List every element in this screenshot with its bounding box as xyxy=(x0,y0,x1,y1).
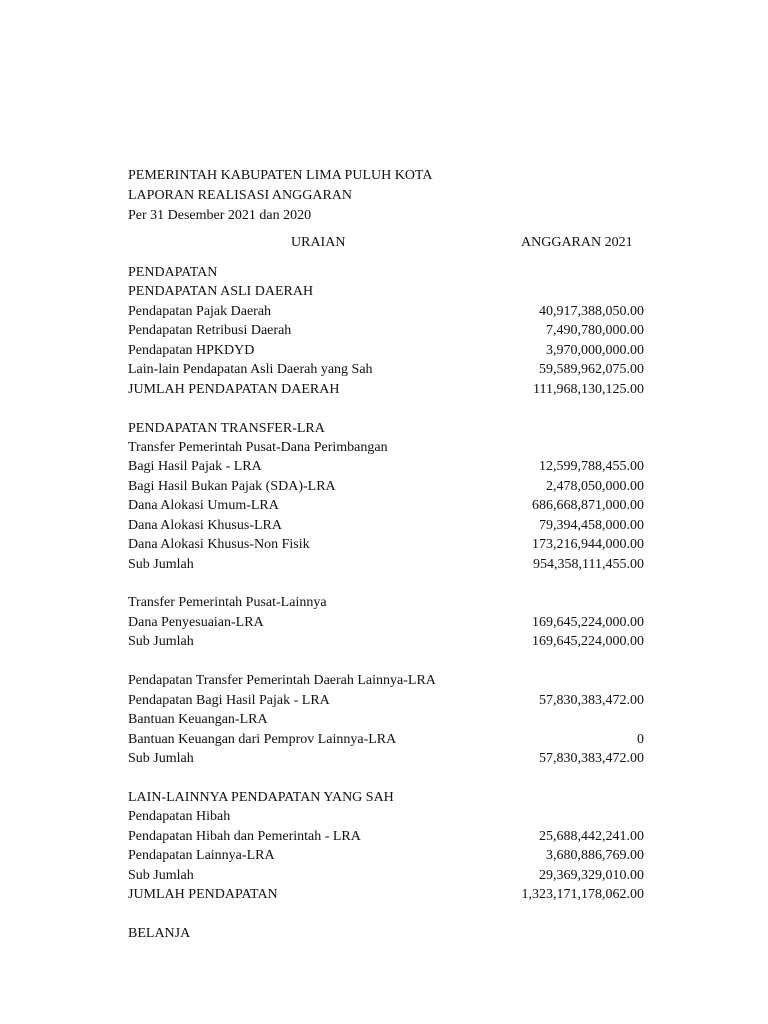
row-label: Sub Jumlah xyxy=(128,867,194,883)
table-row xyxy=(128,263,644,282)
row-value: 3,680,886,769.00 xyxy=(546,848,644,864)
row-label: Sub Jumlah xyxy=(128,556,194,572)
row-label: Dana Alokasi Khusus-LRA xyxy=(128,517,282,533)
column-headers xyxy=(128,233,648,253)
table-row xyxy=(128,730,644,749)
row-value: 59,589,962,075.00 xyxy=(539,362,644,378)
row-label: JUMLAH PENDAPATAN DAERAH xyxy=(128,381,340,397)
row-label: Transfer Pemerintah Pusat-Dana Perimbangan xyxy=(128,439,388,455)
row-label: Pendapatan Lainnya-LRA xyxy=(128,848,275,864)
row-label: Pendapatan Pajak Daerah xyxy=(128,303,272,319)
row-value: 3,970,000,000.00 xyxy=(546,342,644,358)
row-value: 40,917,388,050.00 xyxy=(539,303,644,319)
table-row xyxy=(128,555,644,574)
row-value: 7,490,780,000.00 xyxy=(546,323,644,339)
row-value: 173,216,944,000.00 xyxy=(532,537,644,553)
row-label: PENDAPATAN ASLI DAERAH xyxy=(128,284,314,300)
table-row xyxy=(128,866,644,885)
table-row xyxy=(128,710,644,729)
table-row xyxy=(128,574,644,593)
table-row xyxy=(128,691,644,710)
budget-table xyxy=(128,263,644,943)
table-row xyxy=(128,477,644,496)
row-label: Dana Alokasi Umum-LRA xyxy=(128,498,279,514)
row-label: LAIN-LAINNYA PENDAPATAN YANG SAH xyxy=(128,789,394,805)
row-label: BELANJA xyxy=(128,925,191,941)
table-row xyxy=(128,282,644,301)
row-label: Bantuan Keuangan-LRA xyxy=(128,712,268,728)
row-value: 1,323,171,178,062.00 xyxy=(521,887,644,902)
government-name: PEMERINTAH KABUPATEN LIMA PULUH KOTA xyxy=(128,168,433,183)
table-row xyxy=(128,457,644,476)
column-header-anggaran: ANGGARAN 2021 xyxy=(521,235,633,250)
table-row xyxy=(128,768,644,787)
table-row xyxy=(128,496,644,515)
table-row xyxy=(128,613,644,632)
row-value: 111,968,130,125.00 xyxy=(533,381,644,397)
row-value: 0 xyxy=(637,731,644,747)
table-row xyxy=(128,516,644,535)
table-row xyxy=(128,535,644,554)
row-label: Bagi Hasil Pajak - LRA xyxy=(128,459,262,475)
table-row xyxy=(128,360,644,379)
row-label: Lain-lain Pendapatan Asli Daerah yang Sah xyxy=(128,362,373,378)
row-value: 57,830,383,472.00 xyxy=(539,692,644,708)
table-row xyxy=(128,419,644,438)
table-row xyxy=(128,380,644,399)
row-label: Transfer Pemerintah Pusat-Lainnya xyxy=(128,595,327,611)
row-label: Pendapatan Transfer Pemerintah Daerah Lainnya-LRA xyxy=(128,673,436,689)
row-label: Dana Alokasi Khusus-Non Fisik xyxy=(128,537,310,553)
table-row xyxy=(128,632,644,651)
table-row xyxy=(128,846,644,865)
row-label: Pendapatan HPKDYD xyxy=(128,342,255,358)
row-label: Sub Jumlah xyxy=(128,750,194,766)
table-row xyxy=(128,885,644,904)
row-value: 57,830,383,472.00 xyxy=(539,750,644,766)
row-value: 2,478,050,000.00 xyxy=(546,478,644,494)
row-value: 29,369,329,010.00 xyxy=(539,867,644,883)
row-label: Sub Jumlah xyxy=(128,634,194,650)
table-row xyxy=(128,438,644,457)
row-label: Pendapatan Hibah dan Pemerintah - LRA xyxy=(128,828,361,844)
row-value: 169,645,224,000.00 xyxy=(532,614,644,630)
table-row xyxy=(128,652,644,671)
table-row xyxy=(128,904,644,923)
table-row xyxy=(128,749,644,768)
table-row xyxy=(128,302,644,321)
column-header-uraian: URAIAN xyxy=(291,235,346,250)
table-row xyxy=(128,593,644,612)
table-row xyxy=(128,321,644,340)
table-row xyxy=(128,341,644,360)
row-label: Pendapatan Bagi Hasil Pajak - LRA xyxy=(128,692,330,708)
row-value: 25,688,442,241.00 xyxy=(539,828,644,844)
row-value: 79,394,458,000.00 xyxy=(539,517,644,533)
row-value: 12,599,788,455.00 xyxy=(539,459,644,475)
table-row xyxy=(128,671,644,690)
row-label: PENDAPATAN TRANSFER-LRA xyxy=(128,420,325,436)
row-label: Dana Penyesuaian-LRA xyxy=(128,614,264,630)
report-title: LAPORAN REALISASI ANGGARAN xyxy=(128,188,353,203)
row-value: 954,358,111,455.00 xyxy=(533,556,644,572)
table-row xyxy=(128,924,644,943)
table-row xyxy=(128,827,644,846)
table-row xyxy=(128,788,644,807)
table-row xyxy=(128,807,644,826)
table-row xyxy=(128,399,644,418)
row-value: 686,668,871,000.00 xyxy=(532,498,644,514)
row-label: JUMLAH PENDAPATAN xyxy=(128,887,278,902)
row-label: Pendapatan Retribusi Daerah xyxy=(128,323,292,339)
report-header xyxy=(128,166,648,226)
row-label: Pendapatan Hibah xyxy=(128,809,231,825)
row-label: PENDAPATAN xyxy=(128,265,218,280)
row-label: Bagi Hasil Bukan Pajak (SDA)-LRA xyxy=(128,478,336,494)
report-period: Per 31 Desember 2021 dan 2020 xyxy=(128,208,312,223)
row-label: Bantuan Keuangan dari Pemprov Lainnya-LRA xyxy=(128,731,397,747)
row-value: 169,645,224,000.00 xyxy=(532,634,644,650)
